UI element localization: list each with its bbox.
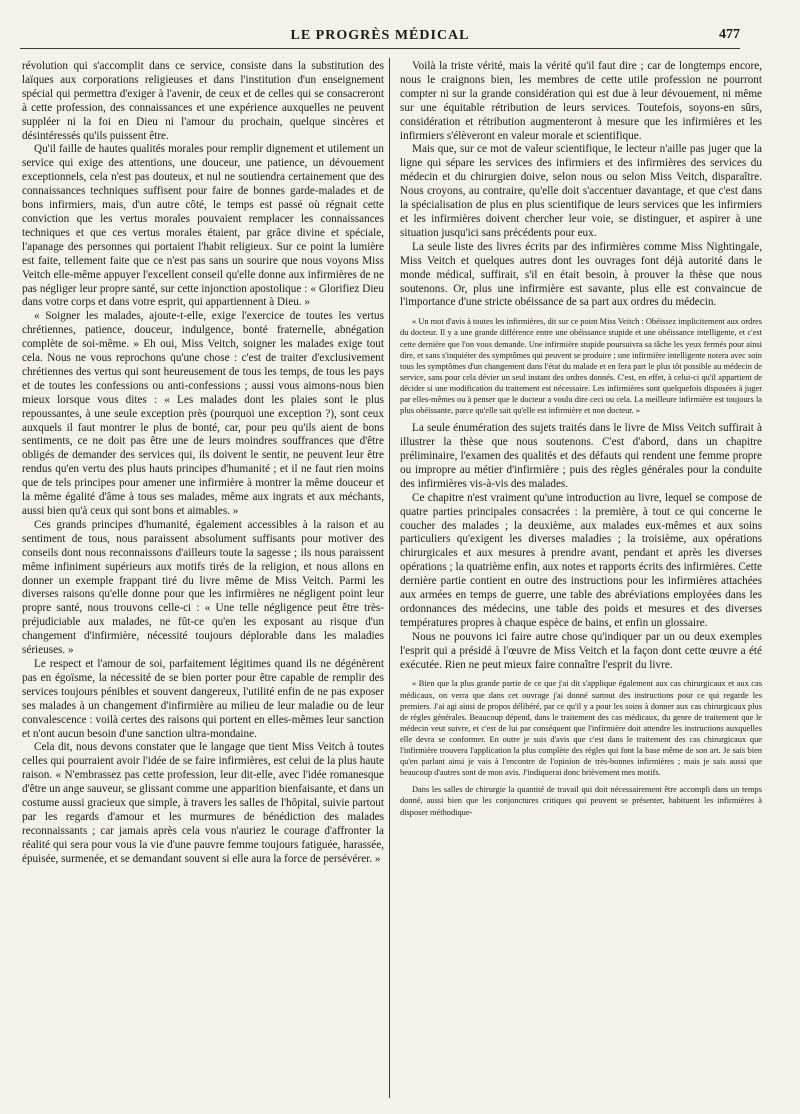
paragraph: Voilà la triste vérité, mais la vérité qu'il faut dire ; car de longtemps encore, nous le craignons bien, les membres de cette utile profession ne pourront compter ni sur la grande considération qui est due à leur dévouement, ni même sur une équitable rétribution de leurs services. Toutefois, soyons-en sûrs, considération et rétribution augmenteront à mesure que les infirmières et les infirmiers s'élèveront en valeur morale et scientifique. bbox=[400, 60, 762, 142]
paragraph: Ces grands principes d'humanité, également accessibles à la raison et au sentiment de tous, nous paraissent absolument suffisants pour motiver des conseils dont nous reconnaissons d'ailleurs toute la sagesse ; ils nous paraissent même infiniment supérieurs aux motifs tirés de la religion, et nous allons en donner un exemple frappant tiré du livre même de Miss Veitch. Parmi les diverses raisons qu'elle donne pour que les infirmières ne négligent point leur propre santé, nous trouvons celle-ci : « Une telle négligence peut être très-préjudiciable aux malades, ne fût-ce qu'en les exposant au risque d'un changement d'infirmière, nécessité toujours déplorable dans les maladies sérieuses. » bbox=[22, 518, 384, 657]
paragraph: Qu'il faille de hautes qualités morales pour remplir dignement et utilement un service qui exige des attentions, une douceur, une patience, un dévouement exceptionnels, cela n'est pas douteux, et nul ne soutiendra certainement que des connaissances techniques suffisent pour faire de bonnes garde-malades et de bons infirmiers, mais, d'un autre côté, le temps est passé où régnait cette conviction que les vertus morales pouvaient remplacer les connaissances techniques et que ces vertus morales étaient, par grâce divine et spéciale, l'apanage des personnes qui portaient l'habit religieux. Sur ce point la lumière est faite, tellement faite que ce n'est pas sans un sourire que nous voyons Miss Veitch elle-même appuyer l'excellent conseil qu'elle donne aux infirmières de ne pas négliger leur propre santé, sur cette injonction apostolique : « Glorifiez Dieu dans votre corps et dans votre esprit, qui appartiennent à Dieu. » bbox=[22, 143, 384, 309]
paragraph: « Soigner les malades, ajoute-t-elle, exige l'exercice de toutes les vertus chrétiennes, patience, douceur, indulgence, bonté fraternelle, abnégation complète de soi-même. » Eh oui, Miss Veitch, soigner les malades exige tout cela. Nous ne vous reprochons qu'une chose : c'est de traiter d'exclusivement chrétiennes des vertus qui sont heureusement de tous les temps, de tous les pays et de toutes les confessions ou anti-confessions ; aussi vous aimons-nous bien mieux lorsque vous dites : « Les malades dont les plaies sont le plus repoussantes, à une seule exception près (pourquoi une exception ?), sont ceux auxquels il faut montrer le plus de bonté, car, pour peu qu'ils aient de bons sentiments, ce ne doit pas être une de leurs moindres souffrances que d'être obligés de demander des services qui, ils doivent le sentir, ne peuvent leur être rendus qu'en vertu des plus hauts principes d'humanité ; et il ne faut rien moins que de tels principes pour amener une infirmière à montrer la même douceur et la même égalité d'âme à tous ses malades, même aux ingrats et aux méchants, aussi bien qu'à ceux qui sont bons et aimables. » bbox=[22, 310, 384, 517]
running-header bbox=[20, 22, 740, 49]
paragraph: Cela dit, nous devons constater que le langage que tient Miss Veitch à toutes celles qui pourraient avoir l'idée de se faire infirmières, est celui de la plus haute raison. « N'embrassez pas cette profession, leur dit-elle, avec l'idée romanesque d'être un ange sauveur, se glissant comme une apparition bienfaisante, et dans un costume aussi gracieux que simple, à travers les salles de l'hôpital, suivie partout par les regards d'amour et les murmures de bénédiction des malades reconnaissants ; car jamais après cela vous n'auriez le courage d'affronter la réalité qui sera pour vous la vie d'une pauvre femme toujours fatiguée, harassée, épuisée, surmenée, et se demandant souvent si elle aura la force de persévérer. » bbox=[22, 741, 384, 865]
left-column bbox=[22, 60, 384, 1100]
journal-title: LE PROGRÈS MÉDICAL bbox=[290, 28, 470, 43]
paragraph: La seule liste des livres écrits par des infirmières comme Miss Nightingale, Miss Veitch et quelques autres dont les ouvrages font déjà autorité dans le monde médical, suffirait, s'il en était besoin, à prouver la thèse que nous soutenons. Or, plus une infirmière est savante, plus elle est convaincue de l'importance d'une stricte obéissance de sa part aux ordres du médecin. bbox=[400, 240, 762, 309]
page-number: 477 bbox=[719, 27, 740, 42]
block-quote: « Un mot d'avis à toutes les infirmières, dit sur ce point Miss Veitch : Obéissez implicitement aux ordres du docteur. Il y a une grande différence entre une obéissance stupide et une obéissance intelligente, et c'est cette dernière que l'on vous demande. Une infirmière stupide poursuivra sa tâche les yeux fermés pour ainsi dire, et sans s'inquiéter des symptômes qui peuvent se produire ; une infirmière intelligente notera avec soin tous les symptômes d'un changement dans l'état du malade et en fera part le plus tôt possible au médecin de service, sans pour cela dévier un seul instant des ordres donnés. C'est, en effet, à celui-ci qu'il appartient de décider si une modification du traitement est nécessaire. Les infirmières sont quelquefois disposées à juger par elles-mêmes ou à penser que le docteur a voulu dire ceci ou cela. La meilleure infirmière est toujours la plus obéissante, parce qu'elle sait qu'elle est infirmière et non docteur. » bbox=[400, 317, 762, 416]
paragraph: Le respect et l'amour de soi, parfaitement légitimes quand ils ne dégénèrent pas en égoïsme, la nécessité de se bien porter pour être capable de remplir des services toujours pénibles et souvent dangereux, l'utilité enfin de ne pas exposer ses malades à un changement d'infirmière au milieu de leur maladie ou de leur convalescence : voilà certes des raisons qui portent en elles-mêmes leur sanction et n'ont aucun besoin d'une sanction ultra-mondaine. bbox=[22, 657, 384, 740]
paragraph: révolution qui s'accomplit dans ce service, consiste dans la substitution des laïques aux corporations religieuses et dans l'institution d'un enseignement spécial qui permettra d'exiger à l'avenir, de ceux et de celles qui se consacreront à cette profession, des connaissances et une expérience auxquelles ne peuvent suppléer ni la foi en Dieu ni l'amour du prochain, quelque sincères et désintéressés qu'ils puissent être. bbox=[22, 60, 384, 142]
paragraph: Nous ne pouvons ici faire autre chose qu'indiquer par un ou deux exemples l'esprit qui a présidé à l'œuvre de Miss Veitch et la façon dont cette œuvre a été exécutée. Rien ne peut mieux faire connaître l'esprit du livre. bbox=[400, 630, 762, 671]
block-quote: « Bien que la plus grande partie de ce que j'ai dit s'applique également aux cas chirurgicaux et aux cas médicaux, on verra que dans cet ouvrage j'ai donné surtout des instructions pour ce qui regarde les premiers. J'ai agi ainsi de propos délibéré, par ce qu'il y a pour les soins à donner aux cas chirurgicaux plus de règles générales. Beaucoup dépend, dans le traitement des cas médicaux, du genre de traitement que le médecin veut suivre, et c'est de lui par conséquent que l'infirmière doit attendre les instructions auxquelles elle devra se conformer. En outre je suis d'avis que c'est dans le traitement des cas chirurgicaux que l'infirmière trouvera l'application la plus complète des règles qui font la base même de son art. Je sais bien qu'en parlant ainsi je vais à l'encontre de l'opinion de très-bonnes infirmières ; mais je sais aussi que beaucoup d'autres sont de mon avis. J'indiquerai donc brièvement mes motifs. bbox=[400, 679, 762, 778]
block-quote: Dans les salles de chirurgie la quantité de travail qui doit nécessairement être accompli dans un temps donné, aussi bien que les conjonctures critiques qui peuvent se présenter, habituent les infirmières à disposer méthodique- bbox=[400, 785, 762, 817]
paragraph: Ce chapitre n'est vraiment qu'une introduction au livre, lequel se compose de quatre parties principales consacrées : la première, à tout ce qui concerne le coucher des malades ; la deuxième, aux malades eux-mêmes et aux soins particuliers qu'exigent les diverses maladies ; la troisième, aux opérations chirurgicales et aux mesures à prendre avant, pendant et après les diverses opérations ; la quatrième enfin, aux notes et rapports écrits des infirmières. Cette dernière partie contient en outre des instructions pour les infirmières attachées aux armées en temps de guerre, une table des abréviations employées dans les ordonnances des médecins, une table des poids et mesures et des diverses températures propres à chaque espèce de bains, et enfin un glossaire. bbox=[400, 491, 762, 629]
paragraph: Mais que, sur ce mot de valeur scientifique, le lecteur n'aille pas juger que la ligne qui sépare les services des infirmiers et des infirmières des services du médecin et du chirurgien doive, selon nous ou selon Miss Veitch, disparaître. Nous croyons, au contraire, qu'elle doit s'accentuer davantage, et que c'est dans la spécialisation de plus en plus scientifique de leurs services que les infirmiers et les infirmières doivent chercher leur voie, se distinguer, et aspirer à une situation jusqu'ici sans précédents pour eux. bbox=[400, 143, 762, 239]
paragraph: La seule énumération des sujets traités dans le livre de Miss Veitch suffirait à illustrer la thèse que nous soutenons. C'est d'abord, dans un chapitre préliminaire, l'examen des qualités et des défauts qui rendent une femme propre ou impropre au métier d'infirmière ; puis des règles générales pour la conduite des infirmières vis-à-vis des malades. bbox=[400, 422, 762, 490]
column-divider bbox=[389, 58, 390, 1098]
right-column bbox=[400, 60, 762, 1100]
